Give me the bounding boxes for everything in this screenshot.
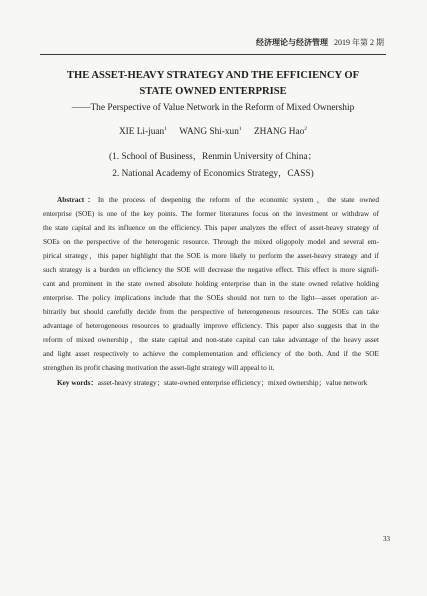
header-rule xyxy=(40,54,386,55)
author-name: WANG Shi-xun xyxy=(179,127,239,137)
author xyxy=(254,127,307,137)
affiliation-line: (1. School of Business，Renmin University of China； xyxy=(109,152,317,162)
abstract-line: enterprise (SOE) is one of the key points. The former literatures focus on the investment or withdraw of xyxy=(43,209,379,218)
abstract-line: pirical strategy，this paper highlight that the SOE is more likely to perform the asset-heavy strategy and if xyxy=(43,251,379,260)
abstract xyxy=(43,193,379,375)
affiliation-mark: 1 xyxy=(238,126,242,132)
affiliation-line: 2. National Academy of Economics Strategy，CASS) xyxy=(112,169,314,179)
abstract-line: cant and prominent in the state owned absolute holding enterprise than in the state owned relative holding xyxy=(43,279,379,288)
abstract-line: such strategy is a burden on efficiency the SOE will decrease the negative effect. This effect is more signifi- xyxy=(43,265,379,274)
abstract-line: reform of mixed ownership，the state capital and non-state capital can take advantage of the heavy asset xyxy=(43,335,379,344)
journal-name: 经济理论与经济管理 xyxy=(256,38,328,47)
abstract-line: advantage of heterogeneous resources to gradually improve efficiency. This paper also suggests that in the xyxy=(43,321,379,330)
author-name: XIE Li-juan xyxy=(118,127,165,137)
abstract-line: enterprise. The policy implications include that the SOEs should not turn to the light—asset operation ar- xyxy=(43,293,379,302)
abstract-line: strengthen its profit chasing motivation the asset-light strategy will appeal to it. xyxy=(43,363,275,372)
abstract-line: bitrarily but should carefully decide from the perspective of heterogeneous resources. The SOEs can take xyxy=(43,307,379,316)
abstract-line: SOEs on the perspective of the heterogenic resource. Through the mixed oligopoly model and several em- xyxy=(43,237,379,246)
keywords-label: Key words： xyxy=(57,378,98,387)
page-number: 33 xyxy=(383,535,390,543)
author xyxy=(179,127,241,137)
affiliation-mark: 2 xyxy=(304,126,308,132)
abstract-line: and light asset respectively to achieve the complementation and efficiency of the both. And if the SOE xyxy=(43,349,379,358)
abstract-line-text: In the process of deepening the reform of the economic system，the state owned xyxy=(97,195,380,204)
issue-label: 2019 年第 2 期 xyxy=(334,38,384,47)
abstract-line xyxy=(43,193,379,207)
title-line: STATE OWNED ENTERPRISE xyxy=(139,86,287,97)
abstract-line: the state capital and its influence on the efficiency. This paper analyzes the effect of asset-heavy strategy of xyxy=(43,223,379,232)
keywords-text: asset-heavy strategy；state-owned enterprise efficiency；mixed ownership；value network xyxy=(97,378,368,387)
abstract-label: Abstract： xyxy=(57,195,98,204)
keywords xyxy=(57,376,367,390)
subtitle: ——The Perspective of Value Network in the Reform of Mixed Ownership xyxy=(71,103,355,113)
author xyxy=(119,127,167,137)
author-name: ZHANG Hao xyxy=(253,127,305,137)
affiliation-mark: 1 xyxy=(164,126,167,132)
title-line: THE ASSET-HEAVY STRATEGY AND THE EFFICIENCY OF xyxy=(66,70,360,81)
author-list xyxy=(45,125,381,139)
running-head xyxy=(256,37,384,49)
